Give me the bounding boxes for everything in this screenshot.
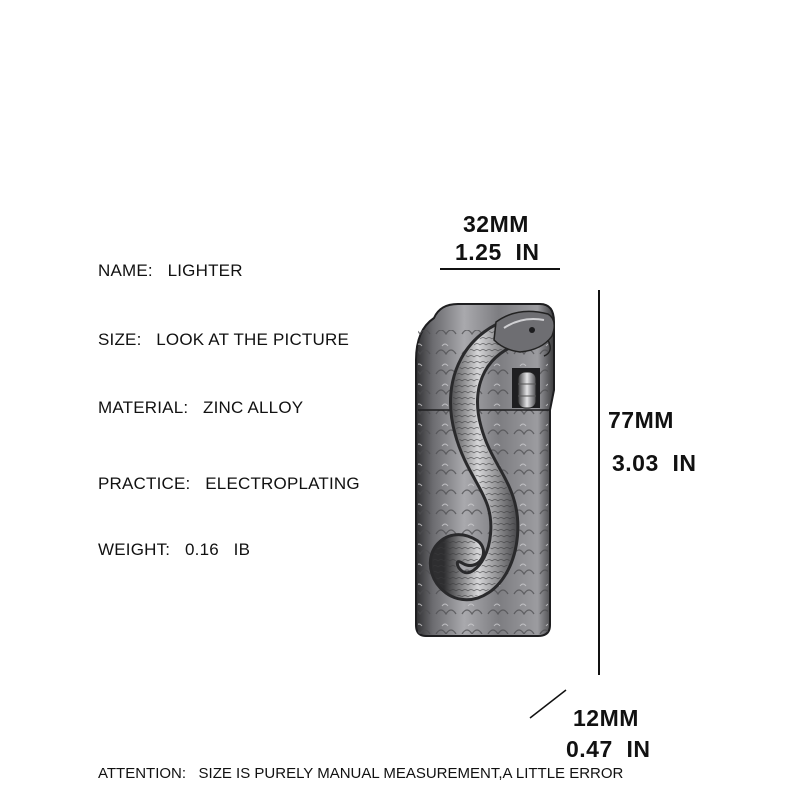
attention-note: ATTENTION: SIZE IS PURELY MANUAL MEASUREMENT,A LITTLE ERROR [98, 765, 624, 782]
depth-in-label: 0.47 IN [566, 736, 651, 762]
height-dimension-line [598, 290, 600, 675]
spec-material: MATERIAL: ZINC ALLOY [98, 398, 304, 417]
spec-weight: WEIGHT: 0.16 IB [98, 540, 251, 559]
spec-name: NAME: LIGHTER [98, 261, 243, 280]
depth-mm-label: 12MM [573, 705, 639, 731]
depth-dimension-line [528, 688, 568, 720]
width-dimension-line [440, 268, 560, 270]
spec-practice: PRACTICE: ELECTROPLATING [98, 474, 360, 493]
height-in-label: 3.03 IN [612, 450, 697, 476]
width-in-label: 1.25 IN [455, 239, 540, 265]
height-mm-label: 77MM [608, 407, 674, 433]
spec-size: SIZE: LOOK AT THE PICTURE [98, 330, 350, 349]
width-mm-label: 32MM [463, 211, 529, 237]
lighter-image [408, 300, 568, 660]
